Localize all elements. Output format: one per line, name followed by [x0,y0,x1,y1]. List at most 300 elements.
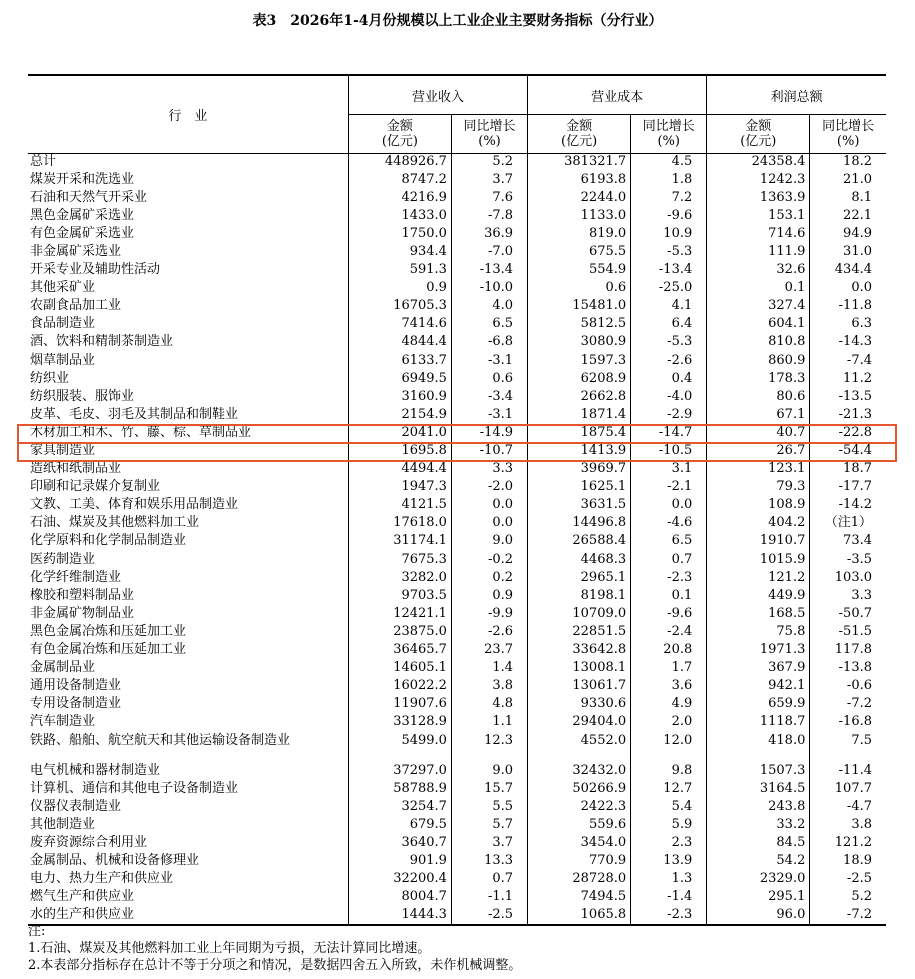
amount-cell: 367.9 [707,660,810,678]
growth-cell: 4.8 [451,696,527,714]
amount-cell: 4844.4 [348,334,451,352]
table-row [28,714,886,732]
industry-name: 有色金属矿采选业 [28,226,348,244]
table-row [28,624,886,642]
growth-cell: （注1） [824,515,872,531]
growth-subheader [810,115,886,154]
amount-cell: 36465.7 [348,642,451,660]
amount-cell: 327.4 [707,298,810,316]
growth-cell: 4.5 [631,154,707,172]
industry-name: 仪器仪表制造业 [28,799,348,817]
industry-name: 通用设备制造业 [28,678,348,696]
amount-cell: 31174.1 [348,533,451,551]
table-row [28,280,886,298]
amount-cell: 33128.9 [348,714,451,732]
growth-cell: 1.3 [631,871,707,889]
amount-cell: 1015.9 [707,552,810,570]
amount-cell: 50266.9 [528,781,631,799]
industry-name: 纺织业 [28,371,348,389]
amount-cell: 96.0 [707,907,810,925]
growth-cell: 5.4 [631,799,707,817]
growth-cell: 4.9 [631,696,707,714]
amount-cell: 9703.5 [348,588,451,606]
industry-name: 其他采矿业 [28,280,348,298]
growth-cell: -2.9 [631,407,707,425]
table-row [28,588,886,606]
growth-cell: -3.1 [451,353,527,371]
amount-cell: 5812.5 [528,316,631,334]
notes-label: 注: [28,924,46,939]
growth-cell: -2.6 [451,624,527,642]
amount-cell: 26588.4 [528,533,631,551]
growth-cell: 6.4 [631,316,707,334]
amount-subheader [348,115,451,154]
growth-cell: 9.0 [451,763,527,781]
table-row [28,678,886,696]
amount-cell: 1507.3 [707,763,810,781]
industry-name: 印刷和记录媒介复制业 [28,479,348,497]
industry-name: 电气机械和器材制造业 [28,763,348,781]
industry-name: 医药制造业 [28,552,348,570]
amount-cell: 3080.9 [528,334,631,352]
amount-cell: 243.8 [707,799,810,817]
amount-cell: 26.7 [707,443,810,461]
growth-cell: -14.3 [838,334,872,350]
industry-name: 皮革、毛皮、羽毛及其制品和制鞋业 [28,407,348,425]
growth-cell: 4.1 [631,298,707,316]
growth-cell: 0.4 [631,371,707,389]
growth-cell: -2.0 [451,479,527,497]
amount-cell: 178.3 [707,371,810,389]
growth-unit: (%) [657,134,680,149]
growth-subheader [631,115,707,154]
growth-cell: 103.0 [834,569,872,585]
growth-cell: -13.8 [838,660,872,676]
growth-cell: 0.0 [451,515,527,533]
growth-cell: -9.9 [451,606,527,624]
growth-cell: 15.7 [451,781,527,799]
amount-cell: 111.9 [707,244,810,262]
growth-cell: 0.9 [451,588,527,606]
growth-cell: 6.3 [851,316,872,332]
growth-cell: 7.2 [631,190,707,208]
growth-cell: -25.0 [631,280,707,298]
growth-cell: -9.6 [631,208,707,226]
growth-cell: 8.1 [851,189,872,205]
growth-cell: -9.6 [631,606,707,624]
amount-cell: 37297.0 [348,763,451,781]
industry-name: 农副食品加工业 [28,298,348,316]
growth-cell: 2.3 [631,835,707,853]
growth-cell: 6.5 [451,316,527,334]
amount-cell: 295.1 [707,889,810,907]
industry-name: 汽车制造业 [28,714,348,732]
amount-cell: 9330.6 [528,696,631,714]
industry-name: 化学纤维制造业 [28,570,348,588]
amount-cell: 901.9 [348,853,451,871]
table-row [28,371,886,389]
amount-cell: 3164.5 [707,781,810,799]
growth-cell: -7.0 [451,244,527,262]
growth-label: 同比增长 [642,119,695,134]
amount-cell: 0.1 [707,280,810,298]
growth-cell: -4.0 [631,389,707,407]
growth-cell: -11.8 [838,298,872,314]
growth-cell: 18.7 [843,461,872,477]
amount-cell: 418.0 [707,733,810,763]
amount-cell: 84.5 [707,835,810,853]
growth-cell: -50.7 [838,605,872,621]
amount-cell: 2422.3 [528,799,631,817]
table-row [28,208,886,226]
growth-cell: 9.8 [631,763,707,781]
amount-cell: 12421.1 [348,606,451,624]
growth-cell: 5.2 [851,889,872,905]
table-row [28,781,886,799]
amount-cell: 659.9 [707,696,810,714]
table-row [28,497,886,515]
amount-cell: 16705.3 [348,298,451,316]
amount-cell: 7494.5 [528,889,631,907]
growth-cell: 6.5 [631,533,707,551]
table-row [28,889,886,907]
industry-name: 废弃资源综合利用业 [28,835,348,853]
industry-name: 造纸和纸制品业 [28,461,348,479]
industry-name: 石油、煤炭及其他燃料加工业 [28,515,348,533]
growth-cell: 23.7 [451,642,527,660]
table-row [28,853,886,871]
amount-cell: 679.5 [348,817,451,835]
table-row [28,353,886,371]
amount-cell: 79.3 [707,479,810,497]
growth-cell: -0.2 [451,552,527,570]
table-row [28,642,886,660]
amount-cell: 1625.1 [528,479,631,497]
industry-name: 其他制造业 [28,817,348,835]
growth-cell: 7.5 [851,732,872,748]
amount-cell: 32.6 [707,262,810,280]
amount-cell: 28728.0 [528,871,631,889]
growth-cell: -13.4 [631,262,707,280]
growth-unit: (%) [836,134,860,149]
amount-cell: 1750.0 [348,226,451,244]
amount-subheader [528,115,631,154]
amount-cell: 810.8 [707,334,810,352]
amount-cell: 2041.0 [348,425,451,443]
industry-name: 黑色金属矿采选业 [28,208,348,226]
growth-cell: -22.8 [838,424,872,440]
growth-label: 同比增长 [463,119,516,134]
growth-cell: 3.1 [631,461,707,479]
growth-cell: 7.6 [451,190,527,208]
industry-name: 文教、工美、体育和娱乐用品制造业 [28,497,348,515]
growth-cell: 1.7 [631,660,707,678]
amount-cell: 5499.0 [348,733,451,763]
table-row [28,733,886,763]
growth-cell: 434.4 [834,262,872,278]
amount-cell: 22851.5 [528,624,631,642]
growth-cell: -4.6 [631,515,707,533]
footnotes [28,923,521,974]
amount-cell: 1597.3 [528,353,631,371]
amount-cell: 153.1 [707,208,810,226]
growth-cell: -0.6 [846,678,872,694]
growth-cell: 0.2 [451,570,527,588]
amount-cell: 13008.1 [528,660,631,678]
table-row [28,389,886,407]
amount-cell: 3282.0 [348,570,451,588]
table-row [28,407,886,425]
amount-cell: 1242.3 [707,172,810,190]
amount-cell: 1065.8 [528,907,631,925]
industry-header: 行 业 [28,75,348,154]
growth-cell: 5.9 [631,817,707,835]
growth-cell: -7.8 [451,208,527,226]
amount-cell: 40.7 [707,425,810,443]
table-row [28,533,886,551]
growth-cell: -10.5 [631,443,707,461]
amount-cell: 1947.3 [348,479,451,497]
industry-name: 开采专业及辅助性活动 [28,262,348,280]
growth-cell: -4.7 [846,798,872,814]
growth-cell: 0.6 [451,371,527,389]
industry-name: 黑色金属冶炼和压延加工业 [28,624,348,642]
table-row [28,190,886,208]
growth-cell: 12.7 [631,781,707,799]
amount-cell: 3969.7 [528,461,631,479]
industry-name: 有色金属冶炼和压延加工业 [28,642,348,660]
amount-label: 金额 [566,119,593,134]
financial-indicators-table [28,74,886,926]
growth-cell: -7.2 [810,907,886,925]
amount-cell: 1444.3 [348,907,451,925]
amount-cell: 1971.3 [707,642,810,660]
growth-cell: -3.4 [451,389,527,407]
industry-name: 铁路、船舶、航空航天和其他运输设备制造业 [28,733,348,763]
amount-cell: 449.9 [707,588,810,606]
amount-label: 金额 [386,119,413,134]
growth-cell: 0.1 [631,588,707,606]
amount-cell: 6208.9 [528,371,631,389]
table-row [28,298,886,316]
row-highlight-box [17,424,897,444]
amount-cell: 80.6 [707,389,810,407]
growth-cell: -2.6 [631,353,707,371]
industry-name: 木材加工和木、竹、藤、棕、草制品业 [28,425,348,443]
growth-cell: 21.0 [843,171,872,187]
amount-cell: 7675.3 [348,552,451,570]
growth-cell: 3.7 [451,835,527,853]
table-row [28,515,886,533]
amount-cell: 121.2 [707,570,810,588]
table-title: 表3 2026年1-4月份规模以上工业企业主要财务指标（分行业） [252,13,663,29]
amount-cell: 2154.9 [348,407,451,425]
amount-cell: 381321.7 [528,154,631,172]
table-body [28,154,886,926]
amount-cell: 1133.0 [528,208,631,226]
table-row [28,606,886,624]
amount-cell: 108.9 [707,497,810,515]
growth-cell: -2.3 [631,907,707,925]
amount-cell: 17618.0 [348,515,451,533]
growth-cell: -10.7 [451,443,527,461]
growth-cell: 18.2 [843,154,872,169]
growth-cell: 36.9 [451,226,527,244]
note-1: 1.石油、煤炭及其他燃料加工业上年同期为亏损，无法计算同比增速。 [28,941,431,956]
growth-cell: -7.2 [846,696,872,712]
table-row [28,334,886,352]
table-row [28,172,886,190]
growth-cell: -3.1 [451,407,527,425]
amount-cell: 4552.0 [528,733,631,763]
table-row [28,799,886,817]
growth-cell: 5.2 [451,154,527,172]
amount-cell: 8747.2 [348,172,451,190]
growth-cell: -6.8 [451,334,527,352]
amount-cell: 168.5 [707,606,810,624]
amount-cell: 1871.4 [528,407,631,425]
amount-cell: 448926.7 [348,154,451,172]
amount-cell: 123.1 [707,461,810,479]
amount-cell: 33.2 [707,817,810,835]
growth-cell: 107.7 [834,780,872,796]
growth-cell: 10.9 [631,226,707,244]
amount-cell: 11907.6 [348,696,451,714]
amount-cell: 16022.2 [348,678,451,696]
table-row [28,226,886,244]
industry-name: 化学原料和化学制品制造业 [28,533,348,551]
growth-cell: 0.0 [631,497,707,515]
growth-cell: 117.8 [834,642,872,658]
amount-cell: 3254.7 [348,799,451,817]
growth-cell: -13.5 [838,388,872,404]
table-row [28,817,886,835]
revenue-header: 营业收入 [348,75,527,115]
amount-cell: 4121.5 [348,497,451,515]
amount-cell: 2965.1 [528,570,631,588]
amount-cell: 58788.9 [348,781,451,799]
amount-subheader [707,115,810,154]
growth-cell: 3.8 [851,816,872,832]
growth-cell: 5.5 [451,799,527,817]
table-row [28,835,886,853]
amount-cell: 1363.9 [707,190,810,208]
growth-cell: -54.4 [838,443,872,458]
industry-name: 总计 [28,154,348,172]
growth-cell: 11.2 [843,370,872,386]
industry-name: 非金属矿采选业 [28,244,348,262]
amount-cell: 3640.7 [348,835,451,853]
amount-cell: 1118.7 [707,714,810,732]
growth-cell: 18.9 [843,852,872,868]
growth-cell: -7.4 [846,352,872,368]
amount-cell: 13061.7 [528,678,631,696]
amount-cell: 6193.8 [528,172,631,190]
growth-cell: -5.3 [631,244,707,262]
growth-cell: -17.7 [838,479,872,495]
growth-cell: 3.8 [451,678,527,696]
table-row [28,696,886,714]
amount-cell: 675.5 [528,244,631,262]
amount-unit: (亿元) [561,134,598,149]
amount-cell: 591.3 [348,262,451,280]
industry-name: 纺织服装、服饰业 [28,389,348,407]
growth-subheader [451,115,527,154]
growth-cell: 73.4 [843,533,872,549]
amount-cell: 0.6 [528,280,631,298]
profit-header: 利润总额 [707,75,886,115]
amount-cell: 67.1 [707,407,810,425]
industry-name: 烟草制品业 [28,353,348,371]
growth-cell: 1.4 [451,660,527,678]
industry-name: 金属制品、机械和设备修理业 [28,853,348,871]
industry-name: 酒、饮料和精制茶制造业 [28,334,348,352]
industry-name: 橡胶和塑料制品业 [28,588,348,606]
growth-cell: -10.0 [451,280,527,298]
amount-cell: 14496.8 [528,515,631,533]
growth-cell: -14.9 [451,425,527,443]
growth-cell: 0.7 [631,552,707,570]
growth-cell: 4.0 [451,298,527,316]
amount-cell: 942.1 [707,678,810,696]
growth-cell: -2.3 [631,570,707,588]
amount-cell: 860.9 [707,353,810,371]
growth-cell: -5.3 [631,334,707,352]
industry-name: 水的生产和供应业 [28,907,348,925]
cost-header: 营业成本 [528,75,707,115]
amount-cell: 2244.0 [528,190,631,208]
growth-cell: -2.1 [631,479,707,497]
industry-name: 煤炭开采和洗选业 [28,172,348,190]
table-row [28,262,886,280]
table-row [28,461,886,479]
industry-name: 专用设备制造业 [28,696,348,714]
growth-cell: -1.1 [451,889,527,907]
industry-name: 食品制造业 [28,316,348,334]
amount-cell: 32200.4 [348,871,451,889]
amount-cell: 6133.7 [348,353,451,371]
amount-unit: (亿元) [740,134,777,149]
amount-cell: 554.9 [528,262,631,280]
growth-cell: -2.4 [631,624,707,642]
industry-name: 计算机、通信和其他电子设备制造业 [28,781,348,799]
amount-cell: 604.1 [707,316,810,334]
table-row [28,570,886,588]
amount-cell: 33642.8 [528,642,631,660]
amount-cell: 4494.4 [348,461,451,479]
growth-cell: 31.0 [843,243,872,259]
table-row [28,660,886,678]
growth-cell: -21.3 [838,406,872,422]
industry-name: 非金属矿物制品业 [28,606,348,624]
amount-cell: 4216.9 [348,190,451,208]
amount-cell: 1433.0 [348,208,451,226]
growth-cell: 20.8 [631,642,707,660]
growth-cell: 12.0 [631,733,707,763]
growth-cell: -2.5 [846,871,872,887]
amount-cell: 1910.7 [707,533,810,551]
growth-cell: 12.3 [451,733,527,763]
amount-label: 金额 [745,119,772,134]
growth-cell: -14.2 [838,497,872,513]
amount-cell: 404.2 [707,515,810,533]
table-row [28,244,886,262]
amount-cell: 14605.1 [348,660,451,678]
growth-cell: 121.2 [834,834,872,850]
amount-unit: (亿元) [381,134,418,149]
growth-cell: 0.7 [451,871,527,889]
growth-cell: 3.3 [451,461,527,479]
